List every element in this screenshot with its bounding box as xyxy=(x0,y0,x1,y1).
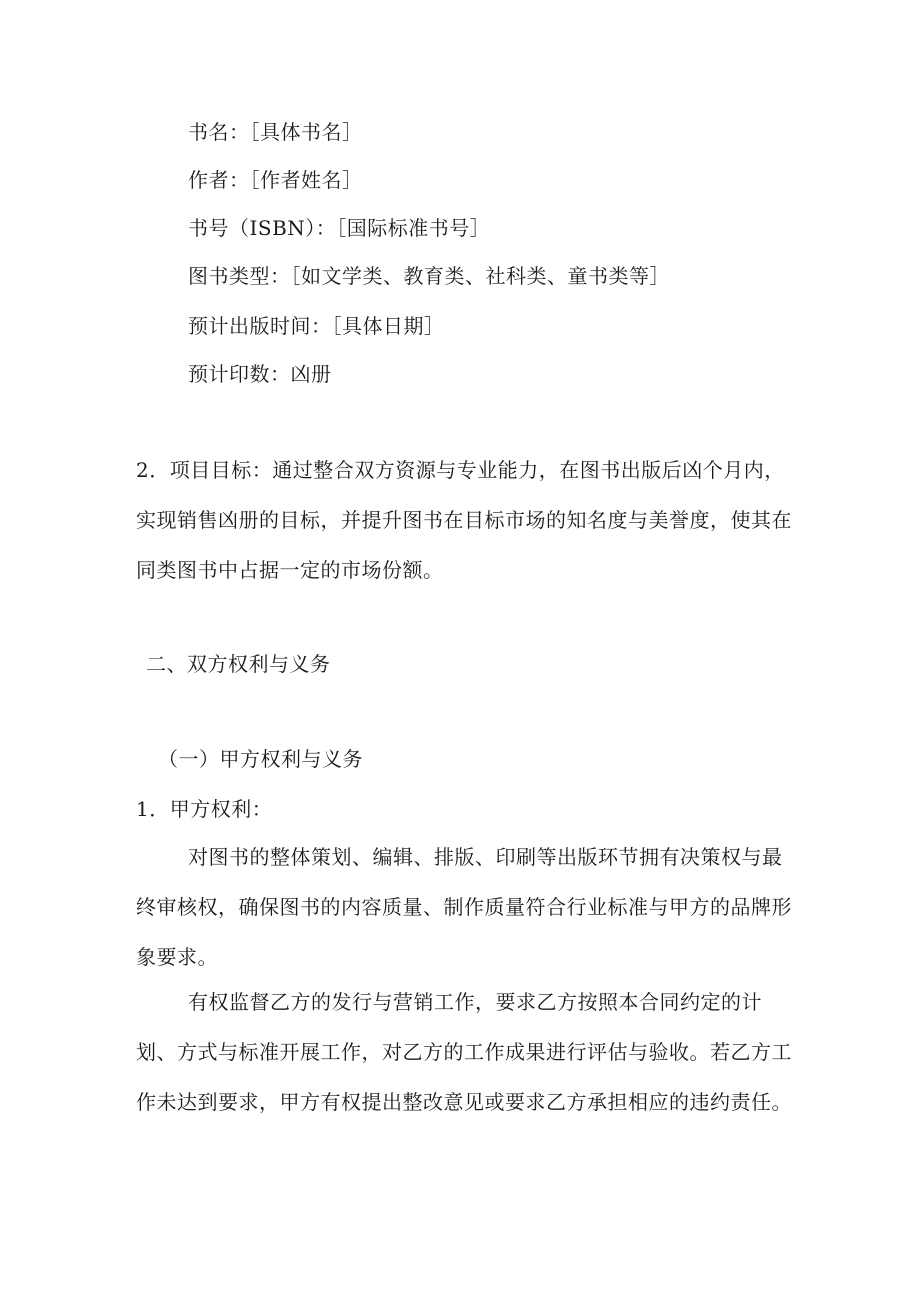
section-heading: 二、双方权利与义务 xyxy=(146,652,331,676)
book-isbn-line: 书号（ISBN）：［国际标准书号］ xyxy=(188,216,491,240)
subsection-heading: （一）甲方权利与义务 xyxy=(158,747,363,771)
goal-line: 实现销售凶册的目标，并提升图书在目标市场的知名度与美誉度，使其在 xyxy=(136,508,792,532)
book-date-line: 预计出版时间：［具体日期］ xyxy=(188,314,445,338)
rights-heading: 1．甲方权利： xyxy=(136,797,273,821)
book-author-line: 作者：［作者姓名］ xyxy=(188,168,363,192)
paragraph-line: 终审核权，确保图书的内容质量、制作质量符合行业标准与甲方的品牌形 xyxy=(136,895,792,919)
paragraph-line: 象要求。 xyxy=(136,945,218,969)
goal-line: 同类图书中占据一定的市场份额。 xyxy=(136,558,444,582)
paragraph-line: 有权监督乙方的发行与营销工作，要求乙方按照本合同约定的计 xyxy=(188,990,762,1014)
rights-paragraph-2 xyxy=(136,988,792,1116)
paragraph-line: 对图书的整体策划、编辑、排版、印刷等出版环节拥有决策权与最 xyxy=(188,845,783,869)
rights-paragraph-1 xyxy=(136,843,792,971)
book-print-line: 预计印数：凶册 xyxy=(188,362,332,386)
paragraph-line: 作未达到要求，甲方有权提出整改意见或要求乙方承担相应的违约责任。 xyxy=(136,1090,792,1114)
paragraph-line: 划、方式与标准开展工作，对乙方的工作成果进行评估与验收。若乙方工 xyxy=(136,1040,792,1064)
book-title-line: 书名：［具体书名］ xyxy=(188,120,363,144)
project-goal-paragraph xyxy=(136,456,792,584)
goal-line: 2．项目目标：通过整合双方资源与专业能力，在图书出版后凶个月内， xyxy=(136,458,785,482)
book-type-line: 图书类型：［如文学类、教育类、社科类、童书类等］ xyxy=(188,264,670,288)
